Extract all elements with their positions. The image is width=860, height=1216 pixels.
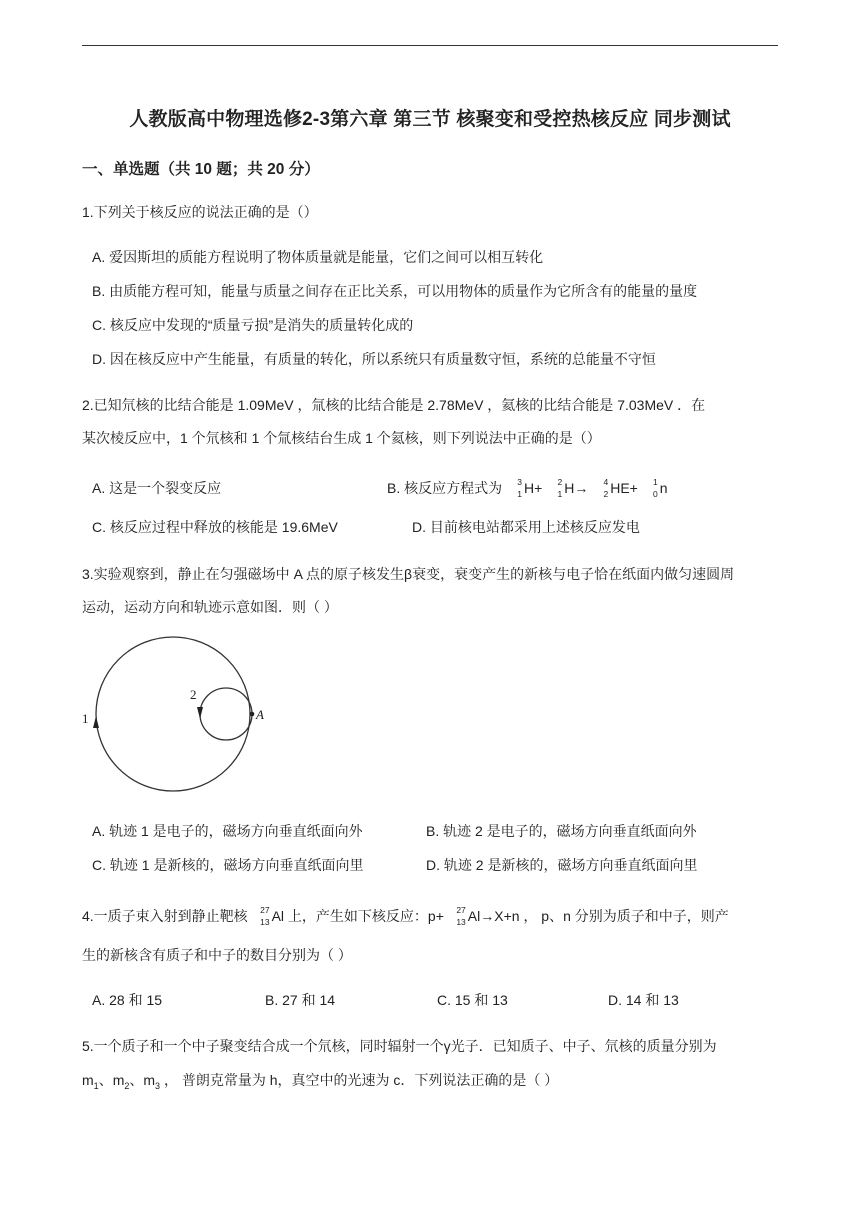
question-5-stem-line-1: 5.一个质子和一个中子聚变结合成一个氘核，同时辐射一个γ光子．已知质子、中子、氘核的质量分别为 <box>82 1038 717 1054</box>
question-3-option-b[interactable]: B. 轨迹 2 是电子的，磁场方向垂直纸面向外 <box>426 823 697 839</box>
q4-text-reaction: Al→X+n <box>467 908 520 924</box>
nuclide-symbol: H+ <box>524 480 543 496</box>
question-4-stem-line-1 <box>82 906 729 927</box>
nuclide-h3: 3 1 <box>517 477 523 500</box>
question-3-option-c[interactable]: C. 轨迹 1 是新核的，磁场方向垂直纸面向里 <box>92 857 364 873</box>
trajectory-1-arrow-icon <box>93 716 99 728</box>
question-2-option-c[interactable]: C. 核反应过程中释放的核能是 19.6MeV <box>92 519 338 535</box>
question-4-option-d[interactable]: D. 14 和 13 <box>608 992 679 1008</box>
nuclide-n: 1 0 <box>653 477 658 500</box>
point-a-dot <box>250 712 255 717</box>
question-5-stem-line-2: $m_1$、$m_2$、$m_3$ ， 普朗克常量为 h，真空中的光速为 c．下列说法正确的是（ ） <box>82 1072 559 1091</box>
nuclide-al27: 27 13 <box>260 905 270 928</box>
nuclide-symbol: H→ <box>564 480 589 496</box>
question-2-option-b[interactable] <box>387 478 668 499</box>
trajectory-figure <box>80 634 280 794</box>
nuclide-h2: 2 1 <box>557 477 563 500</box>
point-a-label: A <box>256 707 264 722</box>
question-1-option-c[interactable]: C. 核反应中发现的“质量亏损”是消失的质量转化成的 <box>92 317 414 333</box>
section-heading: 一、单选题（共 10 题；共 20 分） <box>82 161 320 178</box>
nuclide-symbol: n <box>659 480 668 496</box>
question-3-option-a[interactable]: A. 轨迹 1 是电子的，磁场方向垂直纸面向外 <box>92 823 363 839</box>
trajectory-2-label: 2 <box>190 687 197 702</box>
question-1-stem: 1.下列关于核反应的说法正确的是（） <box>82 204 318 220</box>
q4-text-pre: 4.一质子束入射到静止靶核 <box>82 908 248 924</box>
trajectory-2-circle <box>200 688 252 740</box>
question-2-option-a[interactable]: A. 这是一个裂变反应 <box>92 480 222 496</box>
question-2-stem-line-2: 某次棱反应中，1 个氘核和 1 个氚核结台生成 1 个氦核，则下列说法中正确的是（） <box>82 430 601 446</box>
q4-text-post: ， p、n 分别为质子和中子，则产 <box>519 908 729 924</box>
question-2-stem-line-1: 2.已知氘核的比结合能是 1.09MeV ，氚核的比结合能是 2.78MeV ，氦核的比结合能是 7.03MeV ．在 <box>82 397 706 413</box>
q4-text-mid: Al 上，产生如下核反应：p+ <box>271 908 444 924</box>
question-3-stem-line-1: 3.实验观察到，静止在匀强磁场中 A 点的原子核发生β衰变，衰变产生的新核与电子恰在纸面内做匀速圆周 <box>82 566 735 582</box>
question-4-stem-line-2: 生的新核含有质子和中子的数目分别为（ ） <box>82 947 352 963</box>
page-title: 人教版高中物理选修2-3第六章 第三节 核聚变和受控热核反应 同步测试 <box>129 109 731 130</box>
question-1-option-a[interactable]: A. 爱因斯坦的质能方程说明了物体质量就是能量，它们之间可以相互转化 <box>92 249 544 265</box>
nuclide-al27-reaction: 27 13 <box>456 905 466 928</box>
question-2-option-d[interactable]: D. 目前核电站都采用上述核反应发电 <box>412 519 640 535</box>
top-rule <box>82 45 778 46</box>
question-4-option-c[interactable]: C. 15 和 13 <box>437 992 508 1008</box>
question-1-option-b[interactable]: B. 由质能方程可知，能量与质量之间存在正比关系，可以用物体的质量作为它所含有的能量的量度 <box>92 283 698 299</box>
question-3-option-d[interactable]: D. 轨迹 2 是新核的，磁场方向垂直纸面向里 <box>426 857 698 873</box>
trajectory-1-circle <box>96 637 250 791</box>
question-4-option-a[interactable]: A. 28 和 15 <box>92 992 163 1008</box>
question-1-option-d[interactable]: D. 因在核反应中产生能量，有质量的转化，所以系统只有质量数守恒，系统的总能量不守恒 <box>92 351 656 367</box>
nuclide-symbol: HE+ <box>610 480 638 496</box>
trajectory-1-label: 1 <box>82 711 89 726</box>
option-b-prefix: B. 核反应方程式为 <box>387 480 503 496</box>
question-4-option-b[interactable]: B. 27 和 14 <box>265 992 336 1008</box>
nuclide-he4: 4 2 <box>603 477 609 500</box>
question-3-stem-line-2: 运动，运动方向和轨迹示意如图．则（ ） <box>82 599 338 615</box>
trajectory-2-arrow-icon <box>197 707 203 719</box>
